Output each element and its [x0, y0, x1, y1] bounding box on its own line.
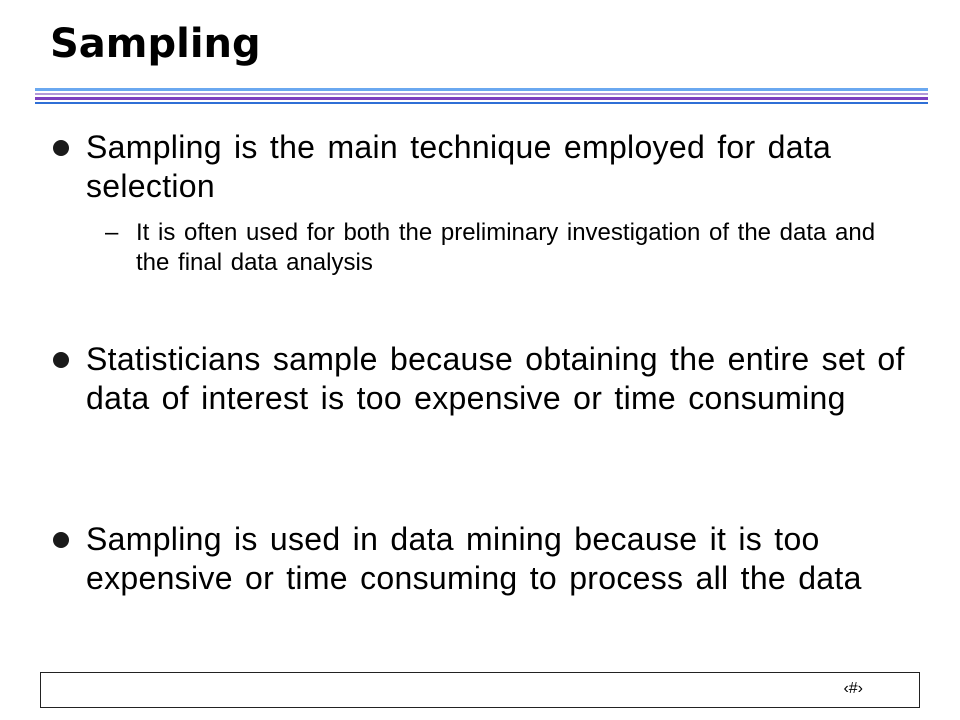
title-rule-light-blue: [35, 88, 928, 91]
slide-title: Sampling: [50, 21, 261, 67]
sub-bullet-text: It is often used for both the preliminary investigation of the data and the final data analysis: [136, 219, 876, 276]
footer-box: [40, 672, 920, 708]
title-rule-blue: [35, 102, 928, 104]
bullet-text: Sampling is the main technique employed for data selection: [86, 129, 832, 204]
bullet-text: Statisticians sample because obtaining the entire set of data of interest is too expensive or time consuming: [86, 341, 905, 416]
title-rule-purple: [35, 97, 928, 100]
bullet-dot-icon: [53, 352, 69, 368]
page-number: ‹#›: [843, 680, 863, 697]
title-rule-lavender: [35, 93, 928, 95]
bullet-text: Sampling is used in data mining because it is too expensive or time consuming to process all the data: [86, 521, 862, 596]
bullet-dot-icon: [53, 140, 69, 156]
bullet-dot-icon: [53, 532, 69, 548]
sub-bullet-dash: –: [105, 219, 119, 246]
